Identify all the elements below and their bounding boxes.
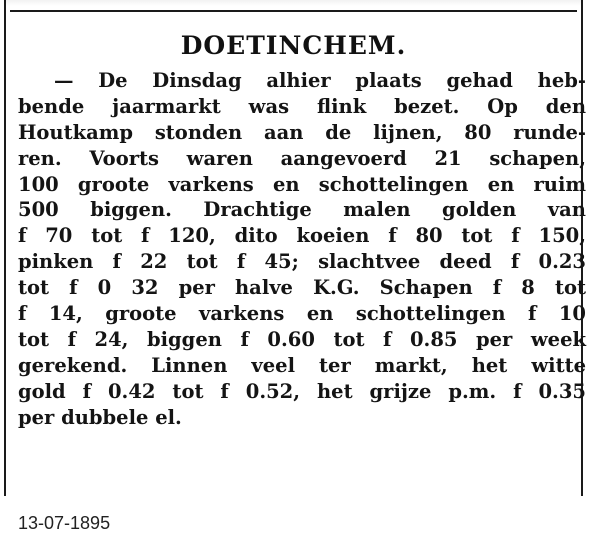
clipping-top-edge: [6, 0, 581, 6]
article-headline: DOETINCHEM.: [180, 31, 407, 60]
article-line: bende jaarmarkt was flink bezet. Op den: [18, 94, 586, 118]
publication-date: 13-07-1895: [18, 513, 111, 533]
article-line: 500 biggen. Drachtige malen golden van: [18, 198, 586, 222]
article-line: per dubbele el.: [18, 405, 182, 429]
article-body: [18, 68, 586, 430]
article-line: ren. Voorts waren aangevoerd 21 schapen,: [18, 146, 586, 170]
article-line: Houtkamp stonden aan de lijnen, 80 runde-: [18, 120, 586, 144]
article-line: f 70 tot f 120, dito koeien f 80 tot f 150,: [18, 224, 586, 248]
newspaper-clipping: [4, 0, 586, 496]
article-line: 100 groote varkens en schottelingen en ruim: [18, 172, 586, 196]
article-line: gold f 0.42 tot f 0.52, het grijze p.m. f 0.35: [18, 379, 586, 403]
column-rule: [10, 10, 577, 12]
article-line: pinken f 22 tot f 45; slachtvee deed f 0.23: [18, 250, 586, 274]
article-line: — De Dinsdag alhier plaats gehad heb-: [54, 69, 586, 92]
article-line: gerekend. Linnen veel ter markt, het witte: [18, 353, 586, 377]
article-line: f 14, groote varkens en schottelingen f 10: [18, 302, 586, 326]
article-line: tot f 24, biggen f 0.60 tot f 0.85 per week: [18, 327, 586, 351]
article-line: tot f 0 32 per halve K.G. Schapen f 8 tot: [18, 276, 586, 300]
